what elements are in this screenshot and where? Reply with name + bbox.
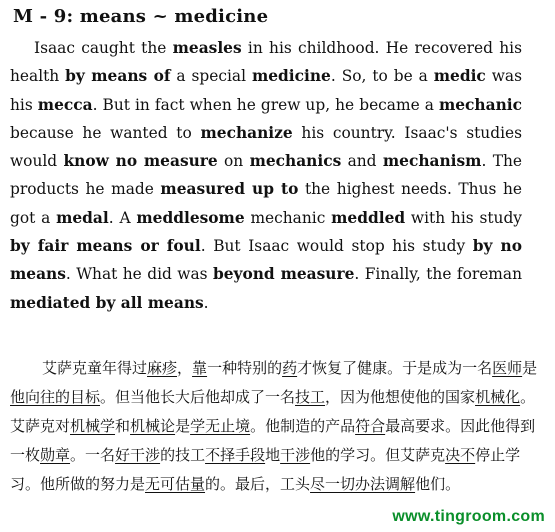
translated-term: 机械化	[475, 388, 521, 406]
vocab-term: measles	[172, 39, 242, 57]
translation-text: 才恢复了健康。于是成为一名	[297, 359, 493, 377]
translated-term: 他向往的目标	[10, 388, 101, 406]
passage-text: . But Isaac would stop his study	[200, 237, 473, 256]
translation-text: 。但当他长大后他却成了一名	[100, 388, 296, 406]
translation-text: 地	[265, 446, 281, 464]
chinese-passage	[10, 354, 542, 499]
translation-text: 停止学习。他所做的努力是	[10, 446, 521, 493]
english-text	[10, 39, 522, 312]
passage-text: on	[217, 152, 250, 171]
translation-text: 最高要求。因此他得到一枚	[10, 417, 536, 464]
passage-text: . Finally, the foreman	[354, 265, 522, 284]
passage-text: was his	[10, 67, 522, 114]
translation-text: ，	[177, 359, 193, 377]
passage-text: with his study	[405, 208, 523, 227]
passage-text: because he wanted to	[10, 123, 201, 142]
translated-term: 干涉	[280, 446, 311, 464]
vocab-term: by fair means or foul	[10, 237, 201, 256]
translation-text: 的。最后，工头	[205, 475, 311, 493]
translated-term: 机械论	[130, 417, 176, 435]
translated-term: 机械学	[70, 417, 116, 435]
translation-text: ，因为他想使他的国家	[325, 388, 476, 406]
passage-text: in his childhood. He recovered his health	[10, 39, 522, 86]
vocab-term: by means of	[65, 67, 171, 86]
translated-term: 靠	[192, 359, 208, 377]
translation-text: 的技工	[160, 446, 206, 464]
passage-text: mechanic	[244, 208, 332, 227]
translation-text: 。他制造的产品	[250, 417, 356, 435]
vocab-term: mechanic	[438, 95, 522, 114]
translated-term: 麻疹	[147, 359, 178, 377]
vocab-term: meddlesome	[136, 208, 245, 227]
translation-text: 他们。	[415, 475, 461, 493]
translated-term: 好干涉	[115, 446, 161, 464]
vocab-term: medic	[433, 67, 486, 86]
lesson-heading: M - 9: means ~ medicine	[13, 6, 269, 27]
passage-text: a special	[170, 67, 252, 86]
translation-text: 艾萨克童年得过	[42, 359, 148, 377]
vocab-term: beyond measure	[212, 265, 355, 284]
translation-text: 是	[175, 417, 191, 435]
vocab-term: medal	[56, 208, 109, 227]
translated-term: 符合	[355, 417, 386, 435]
translated-term: 药	[282, 359, 298, 377]
vocab-term: mediated by all means	[10, 293, 204, 312]
passage-text: .	[203, 293, 209, 312]
vocab-term: mechanics	[249, 152, 342, 171]
vocab-term: mecca	[37, 95, 93, 114]
vocab-term: meddled	[331, 208, 406, 227]
passage-text: . But in fact when he grew up, he became a	[92, 95, 439, 114]
chinese-text	[10, 359, 537, 493]
translated-term: 无可估量	[145, 475, 206, 493]
translated-term: 学无止境	[190, 417, 251, 435]
translation-text: 他的学习。但艾萨克	[310, 446, 446, 464]
vocab-term: measured up to	[160, 180, 299, 199]
translation-text: 一种特别的	[207, 359, 283, 377]
translation-text: 。艾萨克对	[10, 388, 536, 435]
translation-text: 。一名	[70, 446, 116, 464]
vocab-term: by no means	[10, 237, 522, 284]
passage-text: . The products he made	[10, 152, 522, 199]
translated-term: 技工	[295, 388, 326, 406]
vocab-term: mechanize	[200, 123, 293, 142]
english-passage	[10, 34, 522, 317]
translated-term: 决不	[445, 446, 476, 464]
passage-text: and	[341, 152, 383, 171]
watermark-url: www.tingroom.com	[392, 508, 545, 525]
passage-text: . A	[108, 208, 137, 227]
passage-text: . So, to be a	[330, 67, 434, 86]
translated-term: 勋章	[40, 446, 71, 464]
vocab-term: medicine	[251, 67, 331, 86]
passage-text: the highest needs. Thus he got a	[10, 180, 522, 227]
passage-text: his country. Isaac's studies would	[10, 123, 523, 171]
vocab-term: mechanism	[382, 152, 482, 171]
translated-term: 不择手段	[205, 446, 266, 464]
vocab-term: know no measure	[63, 152, 218, 171]
translated-term: 医师	[492, 359, 523, 377]
passage-text: . What he did was	[65, 265, 213, 284]
translated-term: 尽一切办法调解	[310, 475, 416, 493]
translation-text: 是	[522, 359, 538, 377]
translation-text: 和	[115, 417, 131, 435]
passage-text: Isaac caught the	[34, 39, 173, 57]
